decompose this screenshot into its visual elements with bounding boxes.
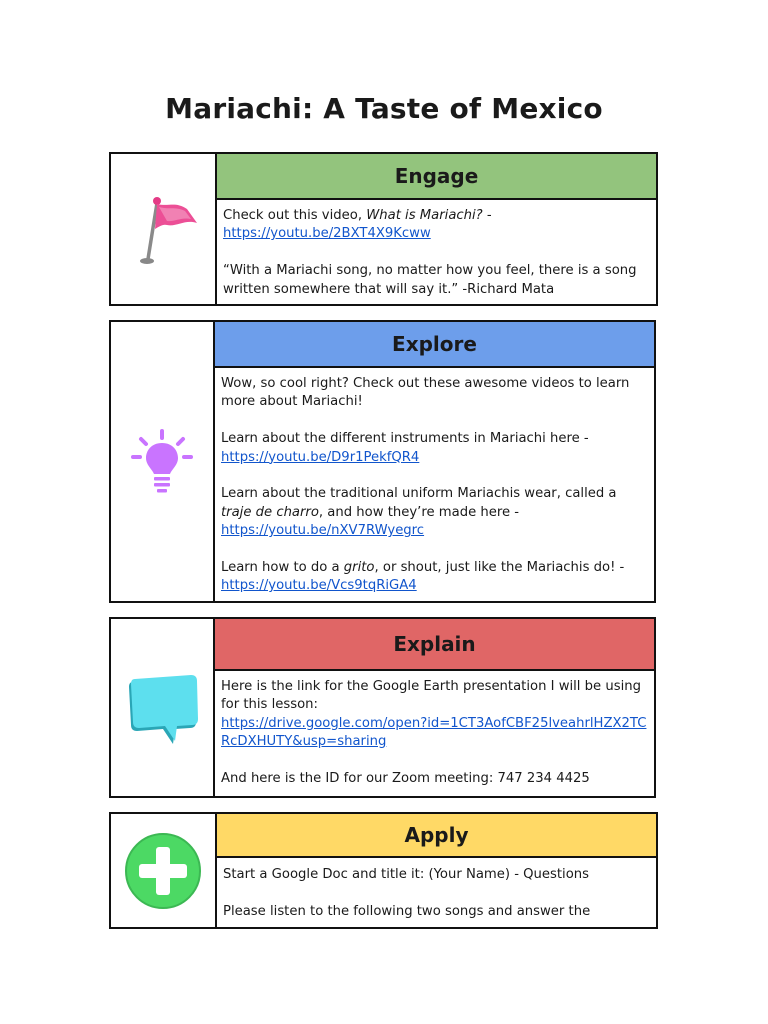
apply-body bbox=[217, 858, 656, 921]
apply-section bbox=[109, 812, 658, 929]
engage-video-link[interactable]: https://youtu.be/2BXT4X9Kcww bbox=[223, 226, 431, 242]
apply-instruction-1: Start a Google Doc and title it: (Your Name) - Questions bbox=[223, 867, 590, 882]
engage-text: Check out this video, bbox=[223, 208, 367, 223]
explore-icon-cell bbox=[111, 322, 215, 601]
engage-quote: “With a Mariachi song, no matter how you feel, there is a song written somewhere that will say it.” -Richard Mata bbox=[223, 263, 637, 297]
explore-intro: Wow, so cool right? Check out these awesome videos to learn more about Mariachi! bbox=[221, 376, 630, 410]
page-title: Mariachi: A Taste of Mexico bbox=[165, 92, 603, 125]
explore-uniform-paragraph bbox=[221, 485, 648, 540]
explain-presentation-link[interactable]: https://drive.google.com/open?id=1CT3AofCBF25lveahrlHZX2TCRcDXHUTY&usp=sharing bbox=[221, 715, 647, 750]
speech-bubble-icon bbox=[121, 667, 203, 749]
explain-heading: Explain bbox=[215, 619, 654, 671]
engage-section bbox=[109, 152, 658, 306]
apply-icon-cell bbox=[111, 814, 217, 927]
explain-zoom-id: And here is the ID for our Zoom meeting: 747 234 4425 bbox=[221, 771, 590, 787]
explain-presentation-paragraph bbox=[221, 678, 648, 752]
explore-heading: Explore bbox=[215, 322, 654, 368]
explore-uniform-text-end: , and how they’re made here - bbox=[318, 504, 520, 520]
explore-grito-text-end: , or shout, just like the Mariachis do! - bbox=[374, 560, 625, 576]
pink-flag-icon bbox=[123, 189, 203, 269]
explore-instruments-text: Learn about the different instruments in Mariachi here - bbox=[221, 431, 589, 447]
explore-section bbox=[109, 320, 656, 603]
explore-grito-text: Learn how to do a bbox=[221, 560, 344, 576]
explore-instruments-link[interactable]: https://youtu.be/D9r1PekfQR4 bbox=[221, 449, 420, 465]
explore-body bbox=[215, 368, 654, 596]
explore-grito-link[interactable]: https://youtu.be/Vcs9tqRiGA4 bbox=[221, 578, 417, 594]
explore-uniform-term: traje de charro bbox=[221, 504, 319, 520]
apply-instruction-2: Please listen to the following two songs and answer the bbox=[223, 903, 591, 919]
lightbulb-icon bbox=[127, 427, 197, 497]
explain-icon-cell bbox=[111, 619, 215, 796]
explain-presentation-text: Here is the link for the Google Earth presentation I will be using for this lesson: bbox=[221, 679, 641, 713]
engage-video-paragraph bbox=[223, 207, 650, 244]
explain-body bbox=[215, 671, 654, 788]
explain-section bbox=[109, 617, 656, 798]
explore-grito-paragraph bbox=[221, 559, 648, 596]
plus-icon bbox=[123, 831, 203, 911]
apply-heading: Apply bbox=[217, 814, 656, 858]
engage-heading: Engage bbox=[217, 154, 656, 200]
explore-uniform-link[interactable]: https://youtu.be/nXV7RWyegrc bbox=[221, 523, 425, 539]
explore-instruments-paragraph bbox=[221, 430, 648, 467]
engage-video-title: What is Mariachi? bbox=[366, 208, 483, 223]
engage-icon-cell bbox=[111, 154, 217, 304]
explore-uniform-text: Learn about the traditional uniform Mariachis wear, called a bbox=[221, 486, 617, 502]
explore-grito-term: grito bbox=[343, 560, 375, 576]
engage-body bbox=[217, 200, 656, 299]
engage-text-dash: - bbox=[482, 208, 492, 223]
